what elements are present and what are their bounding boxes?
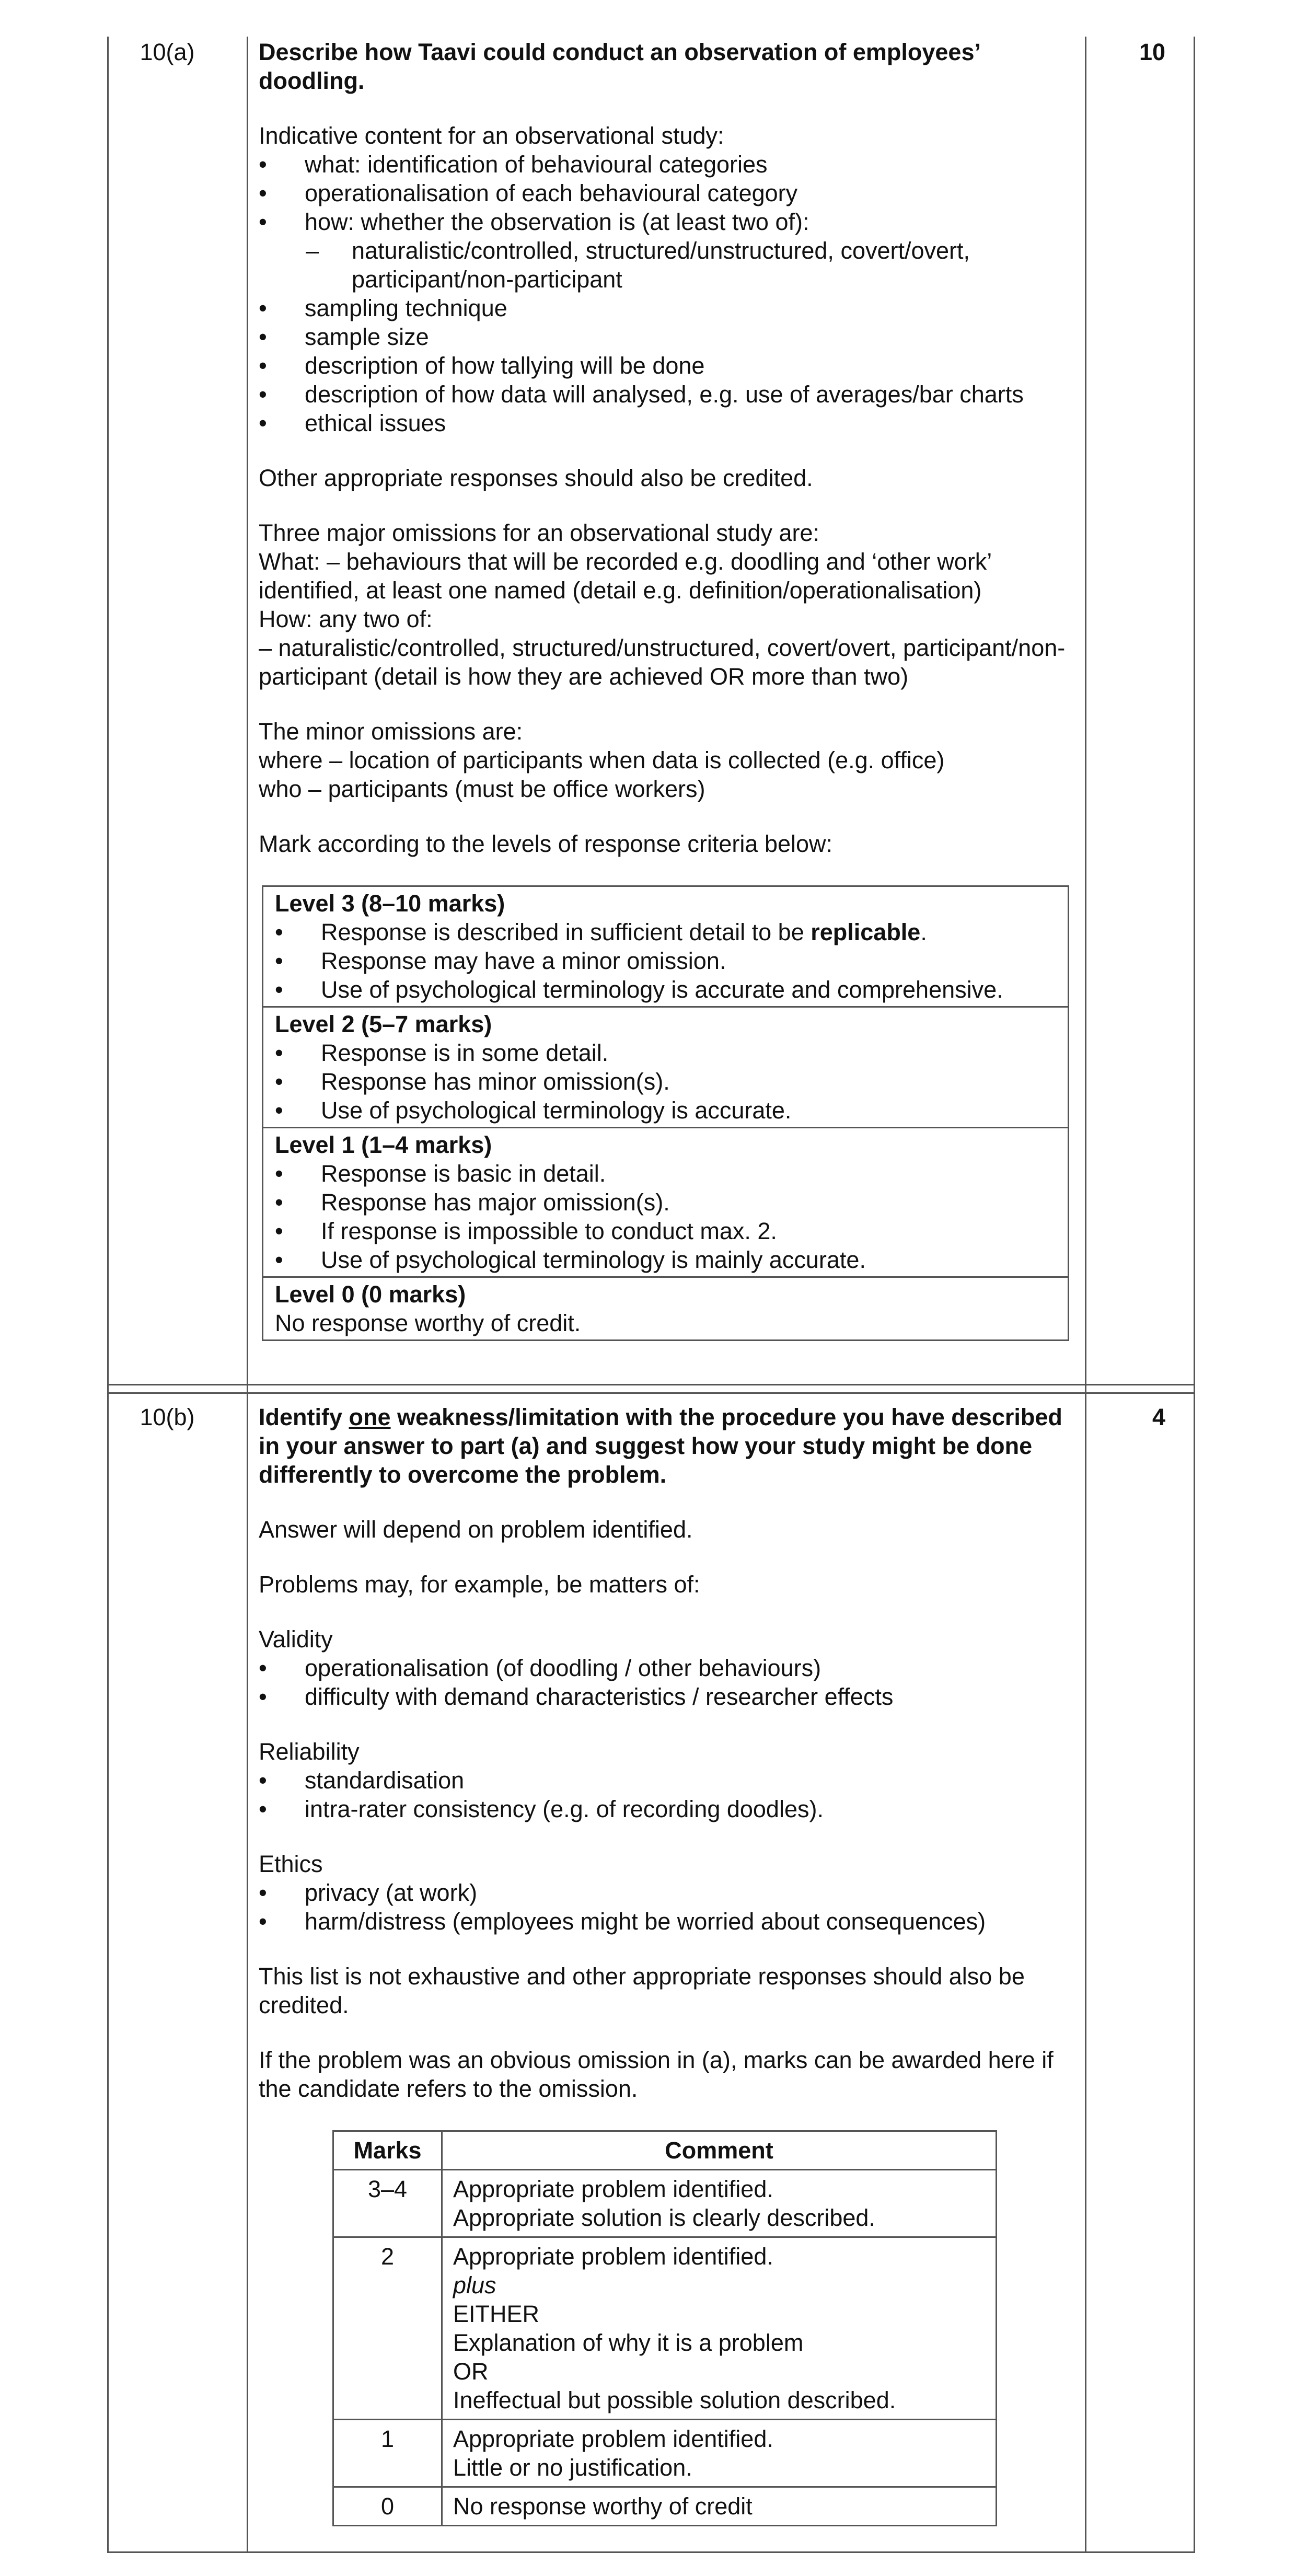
comment-line: Explanation of why it is a problem [453,2329,804,2356]
list-item: • what: identification of behavioural categories [259,150,1074,179]
heading-underlined: one [349,1404,391,1430]
answer-note: Answer will depend on problem identified. [259,1516,693,1543]
list-item [275,918,1056,946]
marks-cell: 3–4 [333,2170,442,2237]
answer-10a [259,38,1074,1341]
minor-omission-where: where – location of participants when data is collected (e.g. office) [259,747,945,773]
reliability-list [259,1766,1074,1823]
table-border-right [1194,37,1195,2553]
level-text: No response worthy of credit. [275,1310,581,1336]
question-number-10a: 10(a) [140,39,195,65]
list-item: • Response is basic in detail. [275,1159,1056,1188]
list-item: • harm/distress (employees might be worried about consequences) [259,1907,1074,1936]
question-number-10b: 10(b) [140,1404,195,1430]
comment-line: Appropriate solution is clearly described. [453,2204,875,2231]
major-omissions-intro: Three major omissions for an observational study are: [259,519,819,546]
column-header-marks: Marks [333,2131,442,2170]
comment-line: EITHER [453,2301,540,2327]
minor-omissions-intro: The minor omissions are: [259,718,523,745]
list-item: • difficulty with demand characteristics / researcher effects [259,1682,1074,1711]
level-criteria [275,1038,1056,1125]
column-header-comment: Comment [442,2131,997,2170]
dash-list [259,236,1074,294]
reliability-heading: Reliability [259,1738,360,1765]
table-row [333,2237,997,2420]
major-omission-how: How: any two of: [259,606,433,632]
comment-cell [442,2237,997,2420]
not-exhaustive-note: This list is not exhaustive and other appropriate responses should also be credited. [259,1963,1025,2018]
table-row [263,886,1069,1007]
marks-10a [1061,38,1165,66]
level-0-cell [263,1277,1069,1341]
question-heading-10a: Describe how Taavi could conduct an observation of employees’ doodling. [259,39,980,94]
level-title: Level 1 (1–4 marks) [275,1131,492,1158]
list-item: • Response has major omission(s). [275,1188,1056,1217]
list-item: • Use of psychological terminology is mainly accurate. [275,1245,1056,1274]
table-header-row [333,2131,997,2170]
comment-line: Appropriate problem identified. [453,2243,773,2270]
level-title: Level 3 (8–10 marks) [275,890,505,917]
ethics-heading: Ethics [259,1851,323,1877]
level-criteria [275,1159,1056,1274]
row-divider-top [107,1384,1195,1385]
list-item: • sample size [259,322,1074,351]
column-divider-question [247,37,248,2553]
level-2-cell [263,1007,1069,1128]
comment-line: Little or no justification. [453,2454,692,2481]
minor-omission-who: who – participants (must be office workers) [259,776,705,802]
list-item: • description of how tallying will be done [259,351,1074,380]
ethics-list [259,1878,1074,1936]
list-item: • operationalisation of each behavioural category [259,179,1074,207]
criterion-end: . [920,919,927,945]
marking-instruction: Mark according to the levels of response criteria below: [259,830,833,857]
criterion-text: Response is described in sufficient detail to be [321,919,811,945]
comment-line: No response worthy of credit [453,2493,753,2520]
list-item: • Response is in some detail. [275,1038,1056,1067]
level-title: Level 0 (0 marks) [275,1281,466,1308]
column-divider-answer [1085,37,1086,2553]
validity-heading: Validity [259,1626,333,1653]
major-omission-what: What: – behaviours that will be recorded e.g. doodling and ‘other work’ identified, at least one named (detail e.g. definition/operationalisation) [259,548,991,604]
list-item: • intra-rater consistency (e.g. of recording doodles). [259,1795,1074,1823]
list-item: • standardisation [259,1766,1074,1795]
marks-10b [1061,1403,1165,1431]
table-row [333,2487,997,2526]
levels-of-response-table [262,885,1069,1341]
comment-line: Ineffectual but possible solution described. [453,2387,896,2413]
question-heading-10b [259,1403,1074,1489]
comment-cell [442,2420,997,2487]
heading-text: Identify [259,1404,349,1430]
marks-cell: 0 [333,2487,442,2526]
list-item: • description of how data will analysed, e.g. use of averages/bar charts [259,380,1074,409]
list-item: • Response has minor omission(s). [275,1067,1056,1096]
list-item: • sampling technique [259,294,1074,322]
table-row [263,1128,1069,1277]
marks-cell: 2 [333,2237,442,2420]
list-item: • ethical issues [259,409,1074,437]
marks-10b-value: 4 [1152,1404,1165,1430]
list-item: • Response may have a minor omission. [275,946,1056,975]
table-row [333,2170,997,2237]
omission-note: If the problem was an obvious omission in (a), marks can be awarded here if the candidate refers to the omission. [259,2047,1054,2102]
list-item: • If response is impossible to conduct max. 2. [275,1217,1056,1245]
list-item: • privacy (at work) [259,1878,1074,1907]
comment-line: OR [453,2358,489,2385]
marks-10a-value: 10 [1139,39,1165,65]
list-item: • Use of psychological terminology is accurate. [275,1096,1056,1125]
marks-comment-table [332,2130,997,2526]
level-title: Level 2 (5–7 marks) [275,1011,492,1037]
comment-plus: plus [453,2272,496,2298]
indicative-intro: Indicative content for an observational study: [259,122,724,149]
table-border-bottom [107,2551,1195,2553]
validity-list [259,1654,1074,1711]
dash-item: – naturalistic/controlled, structured/unstructured, covert/overt, participant/non-participant [259,236,1074,294]
marks-cell: 1 [333,2420,442,2487]
comment-line: Appropriate problem identified. [453,2425,773,2452]
indicative-list [259,150,1074,236]
table-border-left [107,37,109,2553]
comment-line: Appropriate problem identified. [453,2176,773,2202]
level-3-cell [263,886,1069,1007]
comment-cell [442,2487,997,2526]
other-responses-note: Other appropriate responses should also be credited. [259,465,813,491]
criterion-emphasis: replicable [811,919,921,945]
indicative-list-2 [259,294,1074,437]
table-row [333,2420,997,2487]
table-row [263,1007,1069,1128]
table-row [263,1277,1069,1341]
list-item: • operationalisation (of doodling / other behaviours) [259,1654,1074,1682]
problems-intro: Problems may, for example, be matters of: [259,1571,700,1598]
major-omission-how-detail: – naturalistic/controlled, structured/unstructured, covert/overt, participant/non-participant (detail is how they are achieved OR more than two) [259,634,1066,690]
row-divider-bottom [107,1392,1195,1394]
list-item: • Use of psychological terminology is accurate and comprehensive. [275,975,1056,1004]
answer-10b [259,1403,1074,2526]
heading-text-rest: weakness/limitation with the procedure you have described in your answer to part (a) and suggest how your study might be done differently to overcome the problem. [259,1404,1062,1488]
level-1-cell [263,1128,1069,1277]
level-criteria [275,918,1056,1004]
comment-cell [442,2170,997,2237]
list-item: • how: whether the observation is (at least two of): [259,207,1074,236]
